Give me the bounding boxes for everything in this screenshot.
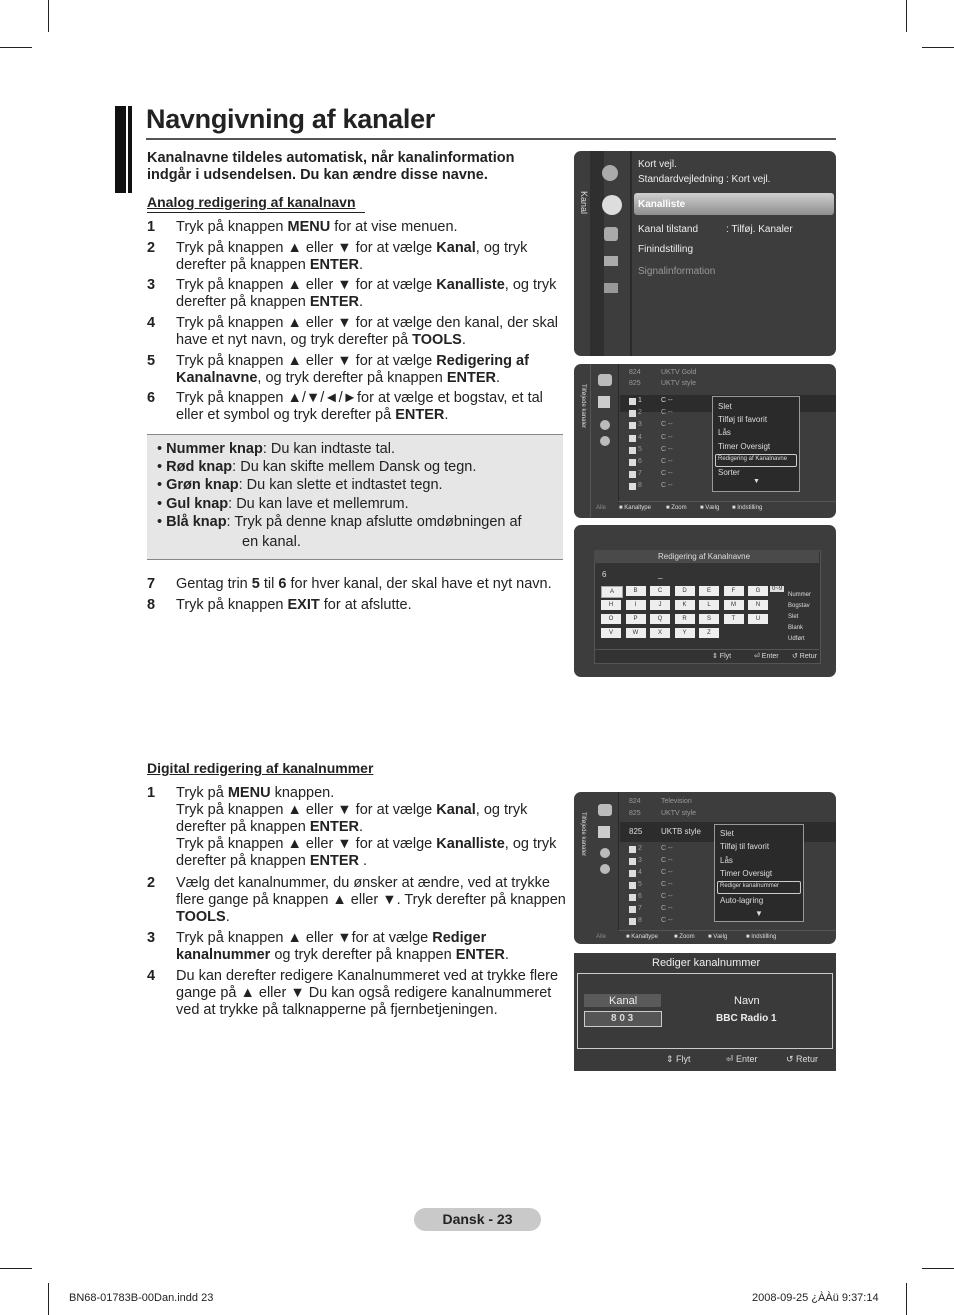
popup-item[interactable]: Timer Oversigt [720,868,773,878]
mode-button[interactable]: 0~9 [772,586,783,592]
footer-timestamp: 2008-09-25 ¿ÀÀü 9:37:14 [752,1292,879,1304]
key-h[interactable]: H [601,600,621,610]
channel-name-value: BBC Radio 1 [716,1013,777,1024]
key-p[interactable]: P [626,614,646,624]
channel-name[interactable]: C -- [661,397,673,404]
key-w[interactable]: W [626,628,646,638]
channel-name[interactable]: C -- [661,869,673,876]
channel-number[interactable]: 6 [638,893,642,900]
channel-name[interactable]: C -- [661,421,673,429]
key-v[interactable]: V [601,628,621,638]
tools-popup [714,824,804,922]
channel-number[interactable]: 2 [638,409,642,417]
intro-text: Kanalnavne tildeles automatisk, når kanalinformation indgår i udsendelsen. Du kan ændre disse navne. [147,150,515,183]
step-number: 8 [147,597,156,613]
footer-hint[interactable]: ■ Vælg [708,934,728,940]
channel-number[interactable]: 4 [638,869,642,876]
key-function-label[interactable]: Udført [788,636,805,642]
navn-column-header: Navn [734,995,760,1007]
footer-hint[interactable]: ■ Kanaltype [619,505,651,511]
lock-icon [600,436,610,446]
channel-name: UKTV style [661,380,697,387]
key-i[interactable]: I [626,600,646,610]
channel-number[interactable]: 3 [638,421,642,429]
crop-mark [906,0,907,32]
key-j[interactable]: J [650,600,670,610]
key-d[interactable]: D [675,586,695,596]
step-number: 7 [147,576,156,592]
step-text: Tryk på knappen MENU for at vise menuen. [176,219,458,235]
channel-name[interactable]: C -- [661,893,673,900]
step-number: 1 [147,785,156,801]
channel-number-field[interactable] [584,1011,662,1027]
note-item: • Gul knap: Du kan lave et mellemrum. [157,496,409,512]
step-text: Tryk på knappen ▲ eller ▼ for at vælge Kanal, og tryk derefter på knappen ENTER. [176,240,528,273]
channel-number[interactable]: 5 [638,445,642,453]
channel-name[interactable]: C -- [661,917,673,924]
footer-hint[interactable]: Alle [596,505,607,511]
key-function-label[interactable]: Bogstav [788,603,810,609]
channel-name[interactable]: C -- [661,881,673,888]
key-function-label[interactable]: Blank [788,625,804,631]
channel-name[interactable]: C -- [661,409,673,417]
channel-name[interactable]: C -- [661,433,673,441]
popup-item[interactable]: Auto-lagring [720,895,764,905]
step-text: Tryk på MENU knappen. Tryk på knappen ▲ eller ▼ for at vælge Kanal, og tryk derefter på knappen ENTER. Tryk på knappen ▲ eller ▼ for at vælge Kanalliste, og tryk derefter på knappen ENTER . [176,785,557,869]
step-number: 5 [147,353,156,369]
key-b[interactable]: B [626,586,646,596]
channel-name[interactable]: C -- [661,482,673,490]
tv-channel-list [574,364,836,518]
channel-number[interactable]: 3 [638,857,642,864]
channel-name: Television [661,798,692,805]
crop-mark [0,1268,32,1269]
picture-icon [602,165,618,181]
tv-number-editor [574,953,836,1071]
section-heading-digital: Digital redigering af kanalnummer [147,760,374,776]
popup-item[interactable]: Slet [720,829,734,838]
channel-name[interactable]: UKTB style [661,827,702,836]
settings-icon [604,227,618,241]
channel-number[interactable]: 7 [638,905,642,912]
step-number: 1 [147,219,156,235]
channel-name: UKTV style [661,810,697,817]
analog-badge-icon [629,870,636,877]
analog-badge-icon [629,459,636,466]
title-decoration [128,106,132,193]
channel-name[interactable]: C -- [661,857,673,864]
channel-number[interactable]: 2 [638,845,642,852]
lock-icon [600,864,610,874]
step-text: Tryk på knappen ▲ eller ▼ for at vælge den kanal, der skal have et nyt navn, og tryk derefter på TOOLS. [176,315,558,348]
scroll-down-icon[interactable]: ▼ [755,909,763,918]
channel-icon [598,374,612,386]
section-heading-analog: Analog redigering af kanalnavn [147,194,356,210]
analog-badge-icon [629,471,636,478]
crop-mark [0,47,32,48]
note-item: • Nummer knap: Du kan indtaste tal. [157,441,395,457]
step-text: Gentag trin 5 til 6 for hver kanal, der skal have et nyt navn. [176,576,552,592]
footer-hint[interactable]: ⇕ Flyt [666,1054,691,1064]
note-item: • Blå knap: Tryk på denne knap afslutte omdøbningen af [157,514,522,530]
analog-badge-icon [629,483,636,490]
channel-icon [602,195,622,215]
step-number: 4 [147,315,156,331]
analog-badge-icon [629,858,636,865]
title-rule [146,138,836,140]
step-text: Tryk på knappen ▲ eller ▼ for at vælge Kanalliste, og tryk derefter på knappen ENTER. [176,277,557,310]
key-z[interactable]: Z [699,628,719,638]
footer-hint[interactable]: ■ Zoom [666,505,687,511]
key-r[interactable]: R [675,614,695,624]
tv-channel-list-digital [574,792,836,944]
key-y[interactable]: Y [675,628,695,638]
channel-name: UKTV Gold [661,369,697,376]
notes-box [147,434,563,560]
editor-input-field[interactable]: _ [658,570,663,579]
key-q[interactable]: Q [650,614,670,624]
footer-hint[interactable]: ■ Indstilling [732,505,763,511]
note-item: • Rød knap: Du kan skifte mellem Dansk og tegn. [157,459,477,475]
menu-item-standardvejledning[interactable]: Standardvejledning [638,174,724,185]
key-o[interactable]: O [601,614,621,624]
key-e[interactable]: E [699,586,719,596]
popup-item[interactable]: Rediger kanalnummer [720,883,780,890]
page-number-badge: Dansk - 23 [414,1208,541,1231]
footer-hint[interactable]: ■ Kanaltype [626,934,658,940]
footer-hint[interactable]: ⏎ Enter [754,653,779,660]
section-underline [147,212,365,213]
footer-hint[interactable]: ⇕ Flyt [712,653,732,660]
channel-number[interactable]: 825 [629,827,643,836]
tools-popup [712,396,800,492]
key-l[interactable]: L [699,600,719,610]
popup-item[interactable]: Lås [720,855,733,865]
step-number: 2 [147,240,156,256]
footer-hint[interactable]: ■ Zoom [674,934,695,940]
popup-item[interactable]: Tilføj til favorit [718,415,768,425]
note-continuation: en kanal. [242,534,301,550]
list-side-label: Tilføjede kanaler [580,384,586,429]
analog-badge-icon [629,846,636,853]
step-text: Tryk på knappen ▲/▼/◄/►for at vælge et bogstav, et tal eller et symbol og tryk derefter på ENTER. [176,390,543,423]
menu-item-kanalliste[interactable]: Kanalliste [638,199,686,210]
input-icon [604,256,618,266]
footer-hint[interactable]: ↺ Retur [792,653,817,660]
footer-hint[interactable]: ↺ Retur [786,1054,819,1064]
step-text: Tryk på knappen ▲ eller ▼ for at vælge Redigering af Kanalnavne, og tryk derefter på knappen ENTER. [176,353,529,386]
add-icon [598,826,610,838]
channel-name[interactable]: C -- [661,458,673,465]
step-number: 3 [147,930,156,946]
key-c[interactable]: C [650,586,670,596]
menu-side-label: Kanal [579,191,589,215]
menu-value: : Tilføj. Kanaler [726,224,793,235]
channel-number[interactable]: 6 [638,458,642,465]
channel-number[interactable]: 1 [638,397,642,404]
page-title: Navngivning af kanaler [146,104,435,134]
analog-badge-icon [629,447,636,454]
add-icon [598,396,610,408]
crop-mark [922,47,954,48]
analog-badge-icon [629,410,636,417]
menu-item-kort-vejl[interactable]: Kort vejl. [638,159,677,170]
key-k[interactable]: K [675,600,695,610]
channel-number-value: 8 0 3 [611,1013,634,1024]
scroll-down-icon[interactable]: ▼ [753,478,760,485]
step-text: Vælg det kanalnummer, du ønsker at ændre, ved at trykke flere gange på knappen ▲ eller ▼. Tryk derefter på knappen TOOLS. [176,875,566,925]
channel-icon [598,804,612,816]
key-t[interactable]: T [724,614,744,624]
key-x[interactable]: X [650,628,670,638]
step-number: 6 [147,390,156,406]
note-item: • Grøn knap: Du kan slette et indtastet tegn. [157,477,443,493]
channel-number[interactable]: 7 [638,470,642,478]
crop-mark [906,1283,907,1315]
channel-name[interactable]: C -- [661,845,673,852]
step-text: Tryk på knappen ▲ eller ▼for at vælge Rediger kanalnummer og tryk derefter på knappen ENTER. [176,930,509,963]
menu-item-kanal-tilstand[interactable]: Kanal tilstand [638,224,699,235]
key-g[interactable]: G [748,586,768,596]
crop-mark [922,1268,954,1269]
analog-badge-icon [629,435,636,442]
key-function-label[interactable]: Nummer [788,592,812,598]
editor-input-number: 6 [602,570,607,579]
menu-highlight[interactable] [634,193,834,215]
analog-badge-icon [629,398,636,405]
favorite-icon [600,420,610,430]
key-a[interactable]: A [601,586,623,598]
menu-value: : Kort vejl. [726,174,771,185]
step-text: Du kan derefter redigere Kanalnummeret ved at trykke flere gange på ▲ eller ▼ Du kan også redigere kanalnummeret ved at trykke på talknapperne på fjernbetjeningen. [176,968,559,1018]
editor-title: Redigering af Kanalnavne [658,552,751,561]
key-f[interactable]: F [724,586,744,596]
application-icon [604,283,618,293]
channel-number: 824 [629,369,641,376]
analog-badge-icon [629,882,636,889]
analog-badge-icon [629,894,636,901]
channel-name[interactable]: C -- [661,470,673,478]
footer-hint[interactable]: Alle [596,934,607,940]
popup-item[interactable]: Tilføj til favorit [720,842,770,852]
channel-number: 825 [629,810,641,817]
step-number: 2 [147,875,156,891]
channel-name[interactable]: C -- [661,905,673,912]
step-number: 3 [147,277,156,293]
channel-number[interactable]: 8 [638,917,642,924]
crop-mark [48,0,49,32]
channel-name[interactable]: C -- [661,445,673,453]
menu-item-signalinformation: Signalinformation [638,266,716,277]
analog-badge-icon [629,422,636,429]
key-function-label[interactable]: Slet [788,614,799,620]
key-m[interactable]: M [724,600,744,610]
key-s[interactable]: S [699,614,719,624]
kanal-column-header: Kanal [609,995,638,1007]
channel-number: 825 [629,380,641,387]
key-u[interactable]: U [748,614,768,624]
tv-name-editor [574,525,836,677]
footer-hint[interactable]: ■ Vælg [700,505,720,511]
tv-menu-channel [574,151,836,356]
channel-number[interactable]: 4 [638,433,642,441]
footer-file: BN68-01783B-00Dan.indd 23 [69,1292,214,1304]
popup-item[interactable]: Lås [718,428,731,438]
favorite-icon [600,848,610,858]
list-side-label: Tilføjede kanaler [580,812,586,857]
channel-number[interactable]: 8 [638,482,642,490]
channel-number[interactable]: 5 [638,881,642,888]
step-text: Tryk på knappen EXIT for at afslutte. [176,597,412,613]
channel-number: 824 [629,798,641,805]
analog-badge-icon [629,906,636,913]
popup-item[interactable]: Sorter [718,468,740,477]
footer-hint[interactable]: ⏎ Enter [726,1054,758,1064]
menu-item-finindstilling[interactable]: Finindstilling [638,244,694,255]
analog-badge-icon [629,918,636,925]
step-number: 4 [147,968,156,984]
popup-item[interactable]: Timer Oversigt [718,441,771,451]
popup-item[interactable]: Redigering af Kanalnavne [718,455,788,462]
popup-item[interactable]: Slet [718,402,732,411]
footer-hint[interactable]: ■ Indstilling [746,934,777,940]
key-n[interactable]: N [748,600,768,610]
number-editor-title: Rediger kanalnummer [652,957,761,969]
crop-mark [48,1283,49,1315]
